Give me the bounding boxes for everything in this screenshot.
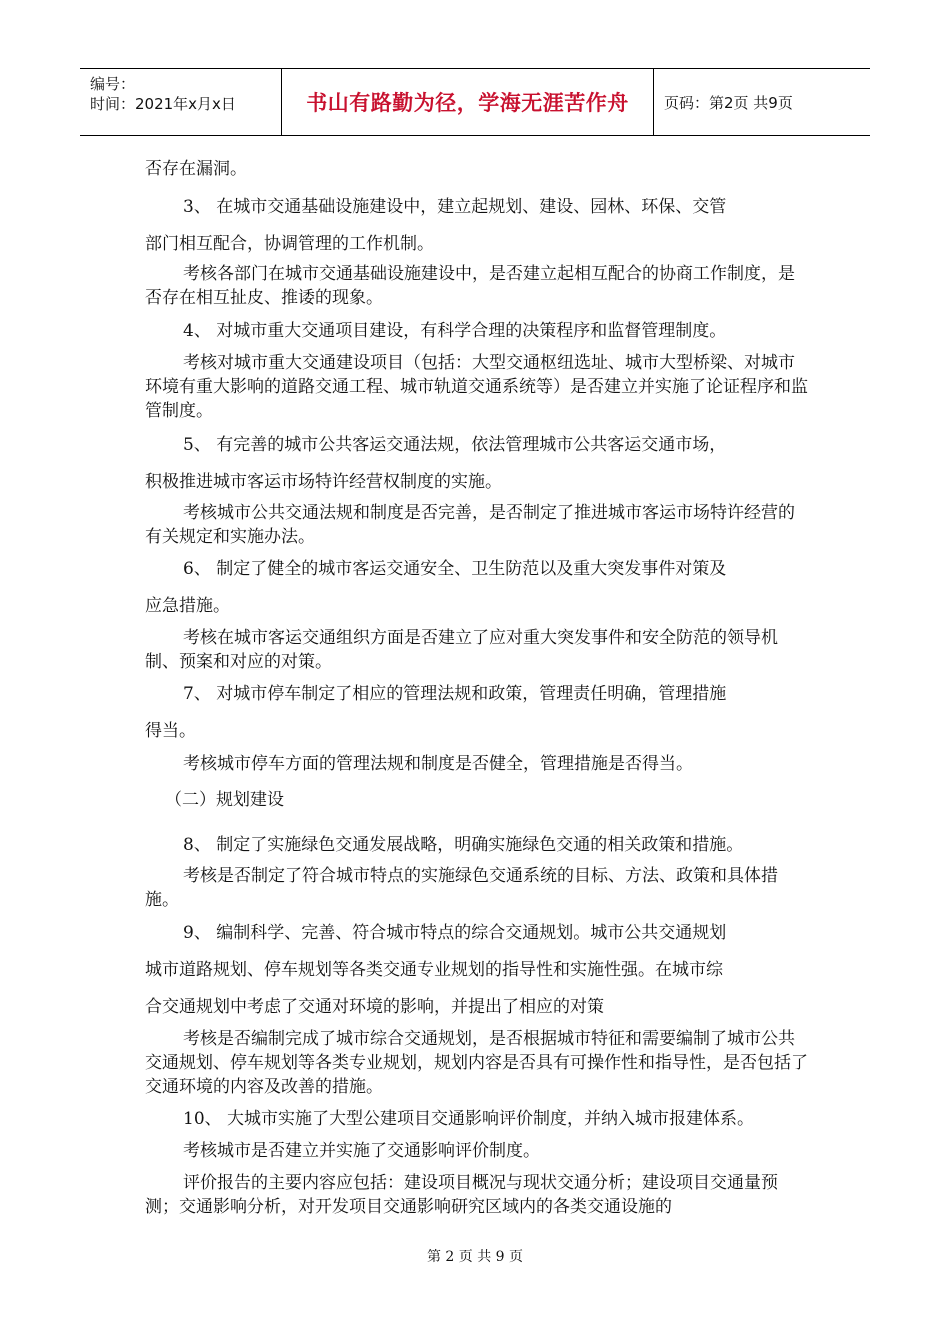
date-label: 时间：2021年x月x日 bbox=[90, 95, 236, 113]
serial-number-label: 编号： bbox=[90, 75, 136, 93]
paragraph: 部门相互配合，协调管理的工作机制。 bbox=[145, 234, 434, 254]
header-meta bbox=[80, 69, 282, 135]
paragraph-assessment: 考核各部门在城市交通基础设施建设中，是否建立起相互配合的协商工作制度，是否存在相互扯皮、推诿的现象。 bbox=[145, 264, 795, 308]
paragraph-assessment: 考核在城市客运交通组织方面是否建立了应对重大突发事件和安全防范的领导机制、预案和对应的对策。 bbox=[145, 628, 778, 672]
paragraph-item: 6、 制定了健全的城市客运交通安全、卫生防范以及重大突发事件对策及 bbox=[183, 559, 727, 579]
header-motto-cell bbox=[282, 69, 654, 135]
paragraph: 城市道路规划、停车规划等各类交通专业规划的指导性和实施性强。在城市综 bbox=[145, 960, 723, 980]
paragraph: 否存在漏洞。 bbox=[145, 159, 247, 179]
paragraph-item: 3、 在城市交通基础设施建设中，建立起规划、建设、园林、环保、交管 bbox=[183, 197, 727, 217]
paragraph-item: 7、 对城市停车制定了相应的管理法规和政策，管理责任明确，管理措施 bbox=[183, 684, 727, 704]
section-heading: （二）规划建设 bbox=[165, 790, 284, 810]
header-page-cell bbox=[654, 69, 870, 135]
page-header bbox=[80, 68, 870, 136]
paragraph-assessment: 考核是否编制完成了城市综合交通规划，是否根据城市特征和需要编制了城市公共交通规划、停车规划等各类专业规划，规划内容是否具有可操作性和指导性，是否包括了交通环境的内容及改善的措施。 bbox=[145, 1029, 808, 1097]
paragraph-assessment: 考核城市是否建立并实施了交通影响评价制度。 bbox=[183, 1141, 540, 1161]
paragraph-assessment: 考核城市停车方面的管理法规和制度是否健全，管理措施是否得当。 bbox=[183, 754, 693, 774]
paragraph: 得当。 bbox=[145, 721, 196, 741]
paragraph-assessment: 考核是否制定了符合城市特点的实施绿色交通系统的目标、方法、政策和具体措施。 bbox=[145, 866, 778, 910]
paragraph-assessment: 评价报告的主要内容应包括：建设项目概况与现状交通分析；建设项目交通量预测；交通影响分析，对开发项目交通影响研究区域内的各类交通设施的 bbox=[145, 1173, 778, 1217]
page-number-label: 页码：第2页 共9页 bbox=[664, 93, 793, 112]
paragraph-item: 9、 编制科学、完善、符合城市特点的综合交通规划。城市公共交通规划 bbox=[183, 923, 727, 943]
paragraph-item: 8、 制定了实施绿色交通发展战略，明确实施绿色交通的相关政策和措施。 bbox=[183, 835, 744, 855]
paragraph: 应急措施。 bbox=[145, 596, 230, 616]
page-footer: 第 2 页 共 9 页 bbox=[426, 1249, 524, 1265]
paragraph-assessment: 考核对城市重大交通建设项目（包括：大型交通枢纽选址、城市大型桥梁、对城市环境有重大影响的道路交通工程、城市轨道交通系统等）是否建立并实施了论证程序和监管制度。 bbox=[145, 353, 808, 421]
paragraph: 积极推进城市客运市场特许经营权制度的实施。 bbox=[145, 472, 502, 492]
paragraph-item: 10、 大城市实施了大型公建项目交通影响评价制度，并纳入城市报建体系。 bbox=[183, 1109, 755, 1129]
paragraph: 合交通规划中考虑了交通对环境的影响，并提出了相应的对策 bbox=[145, 997, 604, 1017]
paragraph-assessment: 考核城市公共交通法规和制度是否完善，是否制定了推进城市客运市场特许经营的有关规定和实施办法。 bbox=[145, 503, 795, 547]
paragraph-item: 4、 对城市重大交通项目建设，有科学合理的决策程序和监督管理制度。 bbox=[183, 321, 727, 341]
motto: 书山有路勤为径，学海无涯苦作舟 bbox=[306, 91, 629, 115]
paragraph-item: 5、 有完善的城市公共客运交通法规，依法管理城市公共客运交通市场， bbox=[183, 435, 727, 455]
